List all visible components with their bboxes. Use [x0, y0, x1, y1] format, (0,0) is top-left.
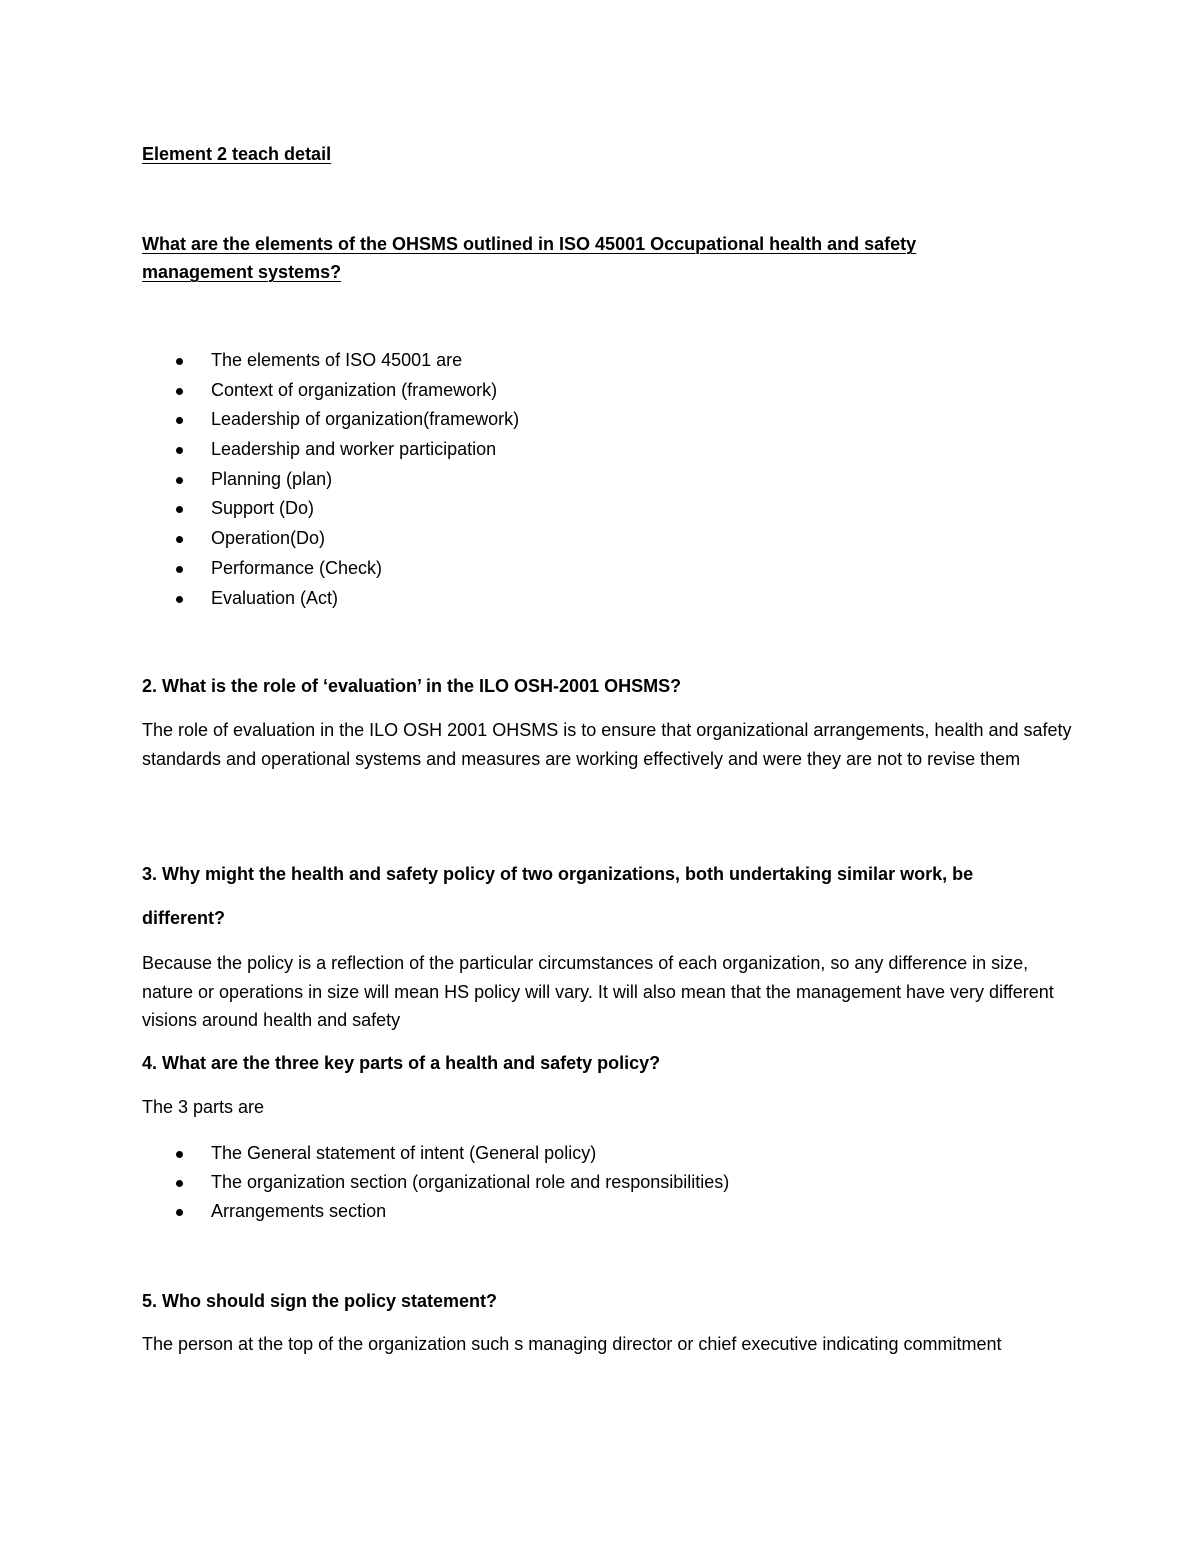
bullet-icon — [176, 566, 183, 573]
list-item: Arrangements section — [172, 1197, 729, 1226]
list-item: Support (Do) — [172, 494, 519, 524]
q1-bullet-list — [172, 346, 519, 613]
bullet-icon — [176, 536, 183, 543]
list-item: Evaluation (Act) — [172, 584, 519, 614]
list-item: Context of organization (framework) — [172, 376, 519, 406]
q2-answer: The role of evaluation in the ILO OSH 2001 OHSMS is to ensure that organizational arrangements, health and safety standards and operational systems and measures are working effectively and were they are not to revise them — [142, 720, 1072, 769]
list-item: The General statement of intent (General policy) — [172, 1139, 729, 1168]
q4-heading: 4. What are the three key parts of a health and safety policy? — [142, 1053, 661, 1073]
q2-heading: 2. What is the role of ‘evaluation’ in the ILO OSH-2001 OHSMS? — [142, 676, 682, 696]
q4-intro: The 3 parts are — [142, 1097, 265, 1117]
q5-heading: 5. Who should sign the policy statement? — [142, 1291, 498, 1311]
q3-heading-line1: 3. Why might the health and safety policy of two organizations, both undertaking similar work, be — [142, 864, 974, 884]
list-item: Planning (plan) — [172, 465, 519, 495]
document-title: Element 2 teach detail — [142, 144, 332, 164]
list-item: Leadership and worker participation — [172, 435, 519, 465]
bullet-icon — [176, 596, 183, 603]
list-item: The organization section (organizational role and responsibilities) — [172, 1168, 729, 1197]
q5-answer: The person at the top of the organization such s managing director or chief executive indicating commitment — [142, 1334, 1002, 1354]
bullet-icon — [176, 447, 183, 454]
q3-answer: Because the policy is a reflection of the particular circumstances of each organization, so any difference in size, nature or operations in size will mean HS policy will vary. It will also mean that the management have very different visions around health and safety — [142, 953, 1054, 1030]
bullet-icon — [176, 506, 183, 513]
list-item: The elements of ISO 45001 are — [172, 346, 519, 376]
bullet-icon — [176, 1180, 183, 1187]
bullet-icon — [176, 417, 183, 424]
q3-heading-line2: different? — [142, 908, 225, 928]
bullet-icon — [176, 358, 183, 365]
q1-heading-line2: management systems? — [142, 262, 342, 282]
bullet-icon — [176, 1151, 183, 1158]
list-item: Leadership of organization(framework) — [172, 405, 519, 435]
bullet-icon — [176, 1209, 183, 1216]
list-item: Performance (Check) — [172, 554, 519, 584]
bullet-icon — [176, 477, 183, 484]
list-item: Operation(Do) — [172, 524, 519, 554]
bullet-icon — [176, 388, 183, 395]
q4-bullet-list — [172, 1139, 729, 1226]
q1-heading-line1: What are the elements of the OHSMS outlined in ISO 45001 Occupational health and safety — [142, 234, 917, 254]
